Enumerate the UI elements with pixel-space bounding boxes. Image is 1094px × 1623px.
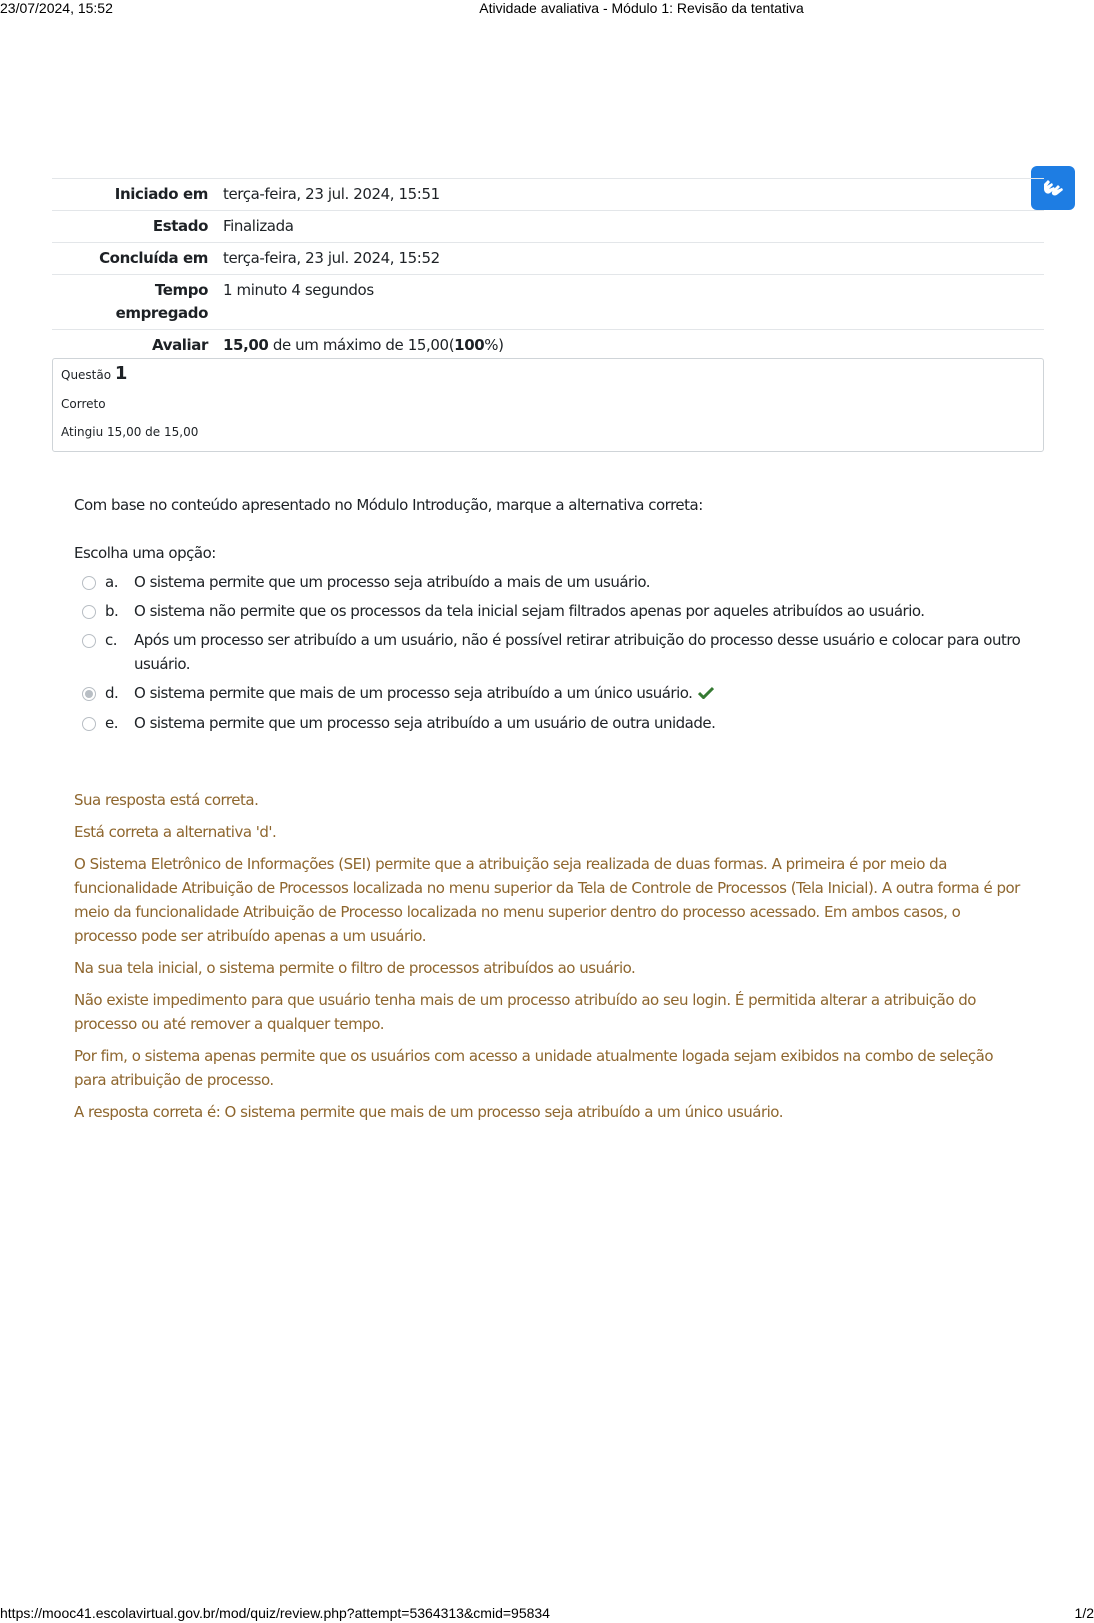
answer-text: O sistema permite que um processo seja atribuído a um usuário de outra unidade. <box>134 713 716 732</box>
time-label: Tempo empregado <box>115 281 208 322</box>
completed-label: Concluída em <box>99 249 208 267</box>
summary-row-grade <box>52 330 1044 362</box>
started-value: terça-feira, 23 jul. 2024, 15:51 <box>223 185 440 203</box>
answer-text: O sistema permite que mais de um processo seja atribuído a um único usuário. <box>134 684 693 702</box>
answer-letter: b. <box>105 602 119 620</box>
grade-value <box>208 330 1044 362</box>
summary-row-time <box>52 275 1044 330</box>
feedback-correct-letter: Está correta a alternativa 'd'. <box>74 823 277 841</box>
check-icon <box>698 682 714 706</box>
feedback-explanation-3: Não existe impedimento para que usuário tenha mais de um processo atribuído ao seu login. É permitida alterar a atribuição do processo ou até remover a qualquer tempo. <box>74 991 976 1033</box>
print-page-number: 1/2 <box>1074 1605 1094 1621</box>
answer-text: O sistema não permite que os processos da tela inicial sejam filtrados apenas por aqueles atribuídos ao usuário. <box>134 602 925 620</box>
summary-row-state <box>52 211 1044 243</box>
radio-button[interactable] <box>82 576 96 590</box>
attempt-summary-table <box>52 178 1044 361</box>
answer-option-d[interactable] <box>82 681 1022 706</box>
feedback-explanation-2: Na sua tela inicial, o sistema permite o filtro de processos atribuídos ao usuário. <box>74 959 636 977</box>
radio-button[interactable] <box>82 634 96 648</box>
feedback-explanation-4: Por fim, o sistema apenas permite que os usuários com acesso a unidade atualmente logada sejam exibidos na combo de seleção para atribuição de processo. <box>74 1047 994 1089</box>
print-datetime: 23/07/2024, 15:52 <box>0 0 113 16</box>
question-feedback <box>74 788 1022 1132</box>
question-number <box>61 363 127 384</box>
question-info-box <box>52 358 1044 452</box>
state-value: Finalizada <box>223 217 294 235</box>
summary-row-completed <box>52 243 1044 275</box>
grade-score: 15,00 <box>223 336 269 354</box>
answer-text-wrap <box>134 681 1022 706</box>
answer-text: Após um processo ser atribuído a um usuário, não é possível retirar atribuição do processo desse usuário e colocar para outro usuário. <box>134 631 1021 673</box>
answer-letter: a. <box>105 573 118 591</box>
print-title: Atividade avaliativa - Módulo 1: Revisão da tentativa <box>479 0 804 16</box>
answer-text: O sistema permite que um processo seja atribuído a mais de um usuário. <box>134 573 651 591</box>
question-state: Correto <box>61 397 106 411</box>
grade-end: %) <box>484 336 504 354</box>
feedback-right-answer: A resposta correta é: O sistema permite que mais de um processo seja atribuído a um único usuário. <box>74 1103 783 1121</box>
completed-value: terça-feira, 23 jul. 2024, 15:52 <box>223 249 440 267</box>
time-value: 1 minuto 4 segundos <box>223 281 374 299</box>
grade-label: Avaliar <box>152 336 208 354</box>
grade-mid: de um máximo de 15,00( <box>268 336 455 354</box>
answer-option-b[interactable] <box>82 599 1022 623</box>
state-label: Estado <box>152 217 208 235</box>
question-text: Com base no conteúdo apresentado no Módulo Introdução, marque a alternativa correta: <box>74 496 703 514</box>
radio-button[interactable] <box>82 605 96 619</box>
print-header <box>0 0 1094 22</box>
started-label: Iniciado em <box>114 185 208 203</box>
answer-letter: e. <box>105 713 118 732</box>
question-mark: Atingiu 15,00 de 15,00 <box>61 425 199 439</box>
print-footer <box>0 1601 1094 1623</box>
question-prompt: Escolha uma opção: <box>74 544 216 562</box>
radio-button-selected[interactable] <box>82 687 96 701</box>
answer-option-a[interactable] <box>82 570 1022 594</box>
answer-option-e[interactable] <box>82 711 1022 735</box>
question-label: Questão <box>61 368 112 382</box>
grade-percent: 100 <box>454 336 485 354</box>
answer-option-c[interactable] <box>82 628 1022 676</box>
feedback-explanation-1: O Sistema Eletrônico de Informações (SEI) permite que a atribuição seja realizada de duas formas. A primeira é por meio da funcionalidade Atribuição de Processos localizada no menu superior da Tela de Controle de Processos (Tela Inicial). A outra forma é por meio da funcionalidade Atribuição de Processo localizada no menu superior dentro do processo acessado. Em ambos casos, o processo pode ser atribuído apenas a um usuário. <box>74 855 1020 945</box>
feedback-status: Sua resposta está correta. <box>74 791 259 809</box>
radio-button[interactable] <box>82 717 96 731</box>
question-number-value: 1 <box>114 363 128 384</box>
print-url: https://mooc41.escolavirtual.gov.br/mod/quiz/review.php?attempt=5364313&cmid=95834 <box>0 1605 550 1621</box>
answer-letter: d. <box>105 684 119 702</box>
summary-row-started <box>52 179 1044 211</box>
answer-letter: c. <box>105 631 118 649</box>
answer-options <box>82 570 1022 740</box>
